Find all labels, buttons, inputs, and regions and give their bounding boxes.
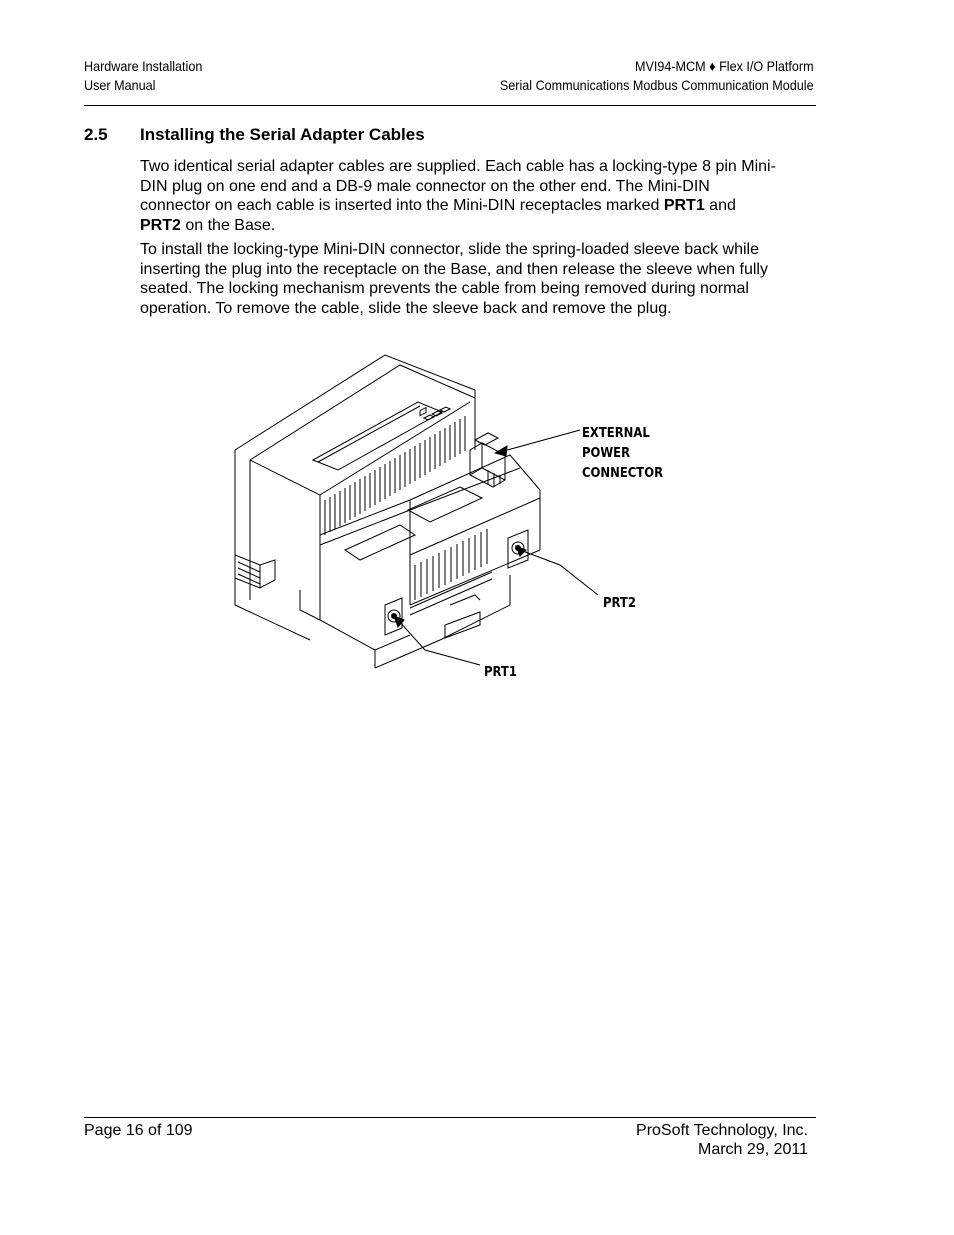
label-line-connector: CONNECTOR xyxy=(582,465,664,481)
footer-right xyxy=(636,1121,808,1159)
footer-divider xyxy=(84,1117,816,1118)
section-title: Installing the Serial Adapter Cables xyxy=(140,125,425,144)
paragraph-cables-end: on the Base. xyxy=(180,217,276,235)
paragraph-cables xyxy=(140,157,780,236)
label-line-external: EXTERNAL xyxy=(582,425,650,441)
header-product-description: Serial Communications Modbus Communication Module xyxy=(500,77,814,93)
label-line-power: POWER xyxy=(582,445,631,461)
paragraph-cables-and: and xyxy=(704,197,736,215)
prt1-bold: PRT1 xyxy=(663,197,705,215)
module-illustration xyxy=(220,350,690,685)
external-power-connector-label xyxy=(582,423,663,483)
prt2-bold: PRT2 xyxy=(140,217,181,235)
paragraph-install-procedure: To install the locking-type Mini-DIN connector, slide the spring-loaded sleeve back while inserting the plug into the receptacle on the Base, and then release the sleeve when fully seated. The locking mechanism prevents the cable from being removed during normal operation. To remove the cable, slide the sleeve back and remove the plug. xyxy=(140,241,768,318)
prt1-label: PRT1 xyxy=(484,664,517,680)
header-product: MVI94-MCM ♦ Flex I/O Platform xyxy=(635,58,814,74)
section-number: 2.5 xyxy=(84,125,108,144)
publication-date: March 29, 2011 xyxy=(698,1141,808,1158)
prt2-label: PRT2 xyxy=(603,595,636,611)
header-right xyxy=(500,57,814,95)
flex-io-base-drawing xyxy=(220,350,690,685)
header-left xyxy=(84,57,202,95)
paragraph-cables-text: Two identical serial adapter cables are supplied. Each cable has a locking-type 8 pin Mini-DIN plug on one end and a DB-9 male connector on the other end. The Mini-DIN connector on each cable is inserted into the Mini-DIN receptacles marked xyxy=(140,158,776,215)
header-section-title: Hardware Installation xyxy=(84,58,203,74)
header-divider xyxy=(84,105,816,106)
company-name: ProSoft Technology, Inc. xyxy=(636,1122,808,1139)
header-manual-type: User Manual xyxy=(84,77,156,93)
page-number: Page 16 of 109 xyxy=(84,1122,193,1139)
